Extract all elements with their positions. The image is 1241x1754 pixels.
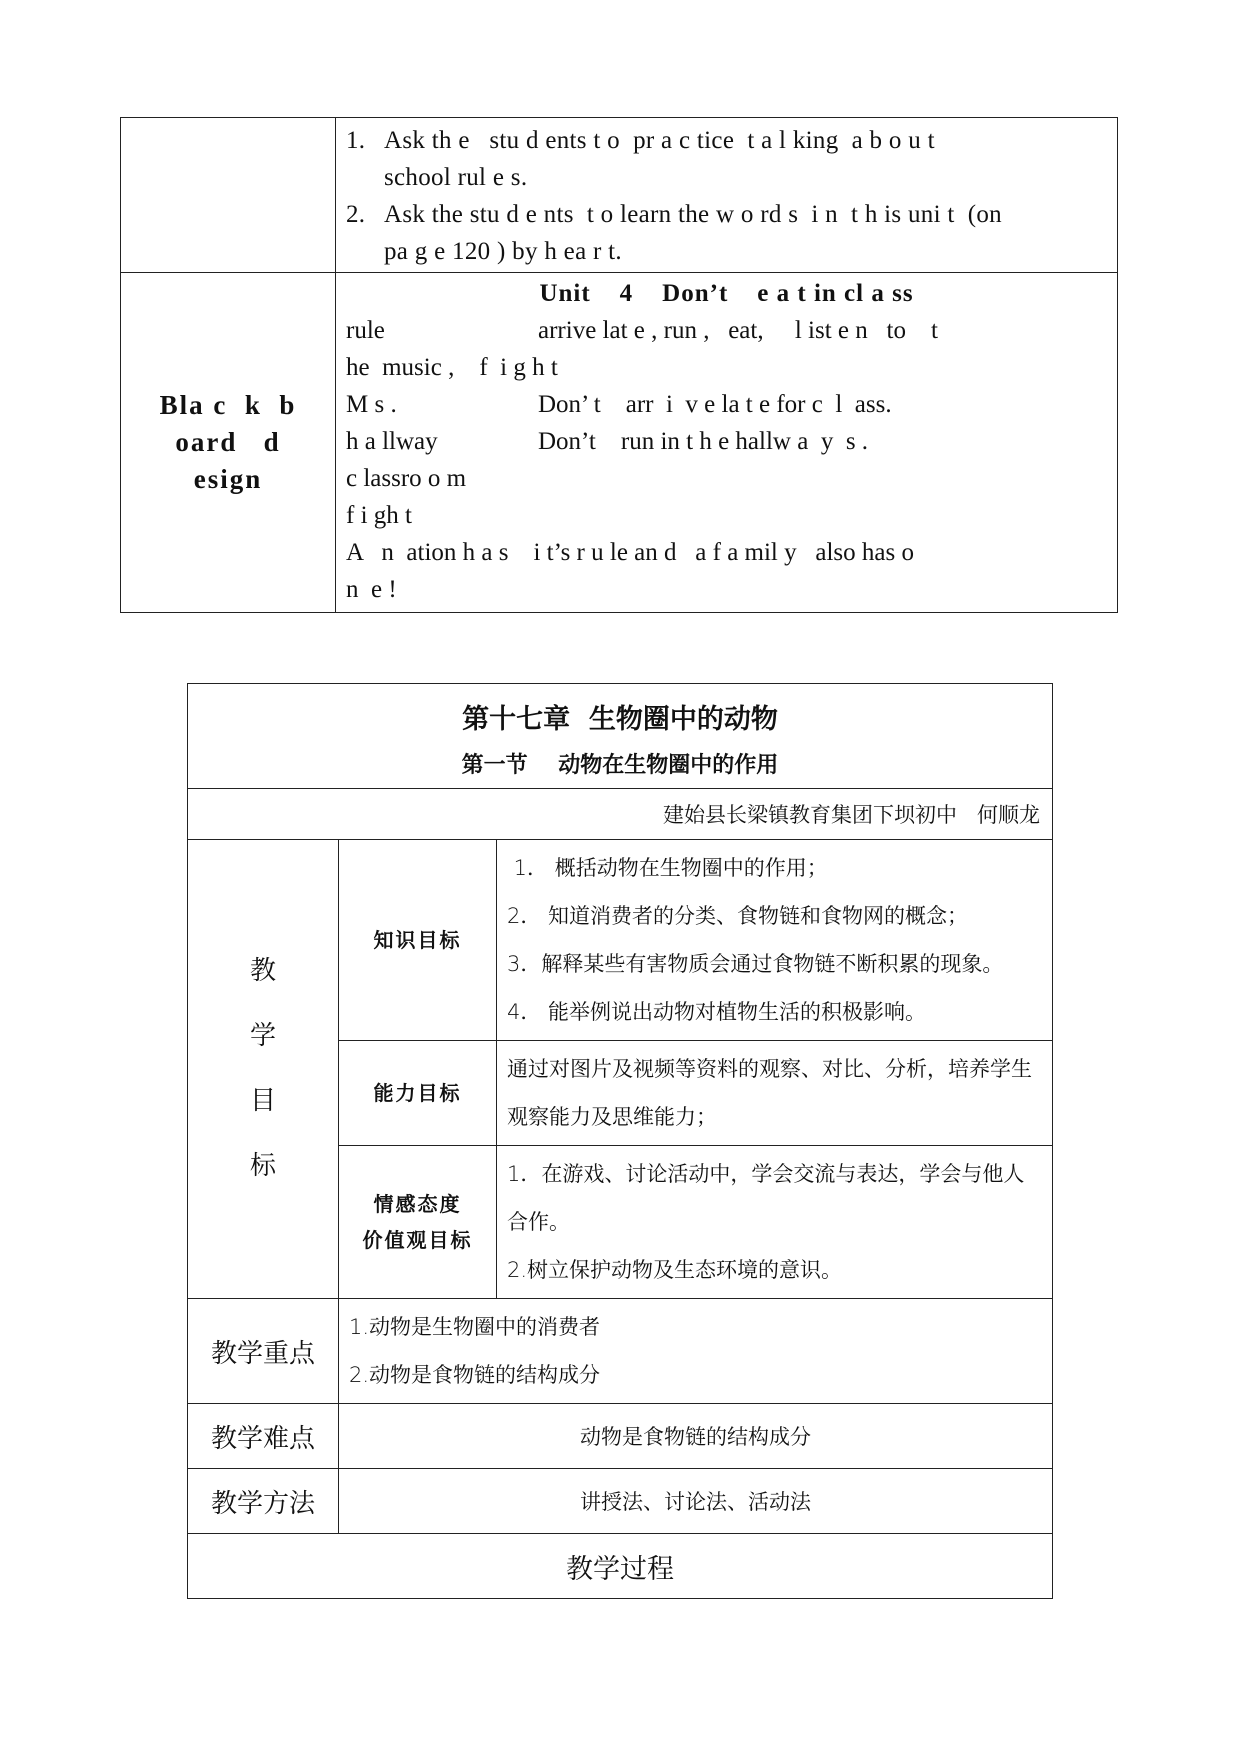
blackboard-line: c lassro o m [346, 465, 467, 492]
chapter-title: 第十七章 生物圈中的动物 [462, 704, 778, 735]
ability-goal-content: 通过对图片及视频等资料的观察、对比、分析，培养学生观察能力及思维能力； [497, 1041, 1053, 1146]
methods-label: 教学方法 [188, 1469, 339, 1534]
list-item: 2． 知道消费者的分类、食物链和食物网的概念； [507, 904, 969, 928]
homework-text: Ask th e stu d ents t o pr a c tice t a l king a b o u t [384, 127, 935, 154]
emotion-goal-content [497, 1146, 1053, 1299]
ability-goal-label: 能力目标 [339, 1041, 497, 1146]
title-cell [188, 684, 1053, 789]
key-points-label: 教学重点 [188, 1299, 339, 1404]
homework-text: Ask the stu d e nts t o learn the w o rd s i n t h is uni t (on [384, 201, 1002, 228]
blackboard-line: h a llway Don’t run in t h e hallw a y s . [346, 428, 869, 455]
blackboard-content [336, 273, 1118, 613]
list-item: 1．在游戏、讨论活动中，学会交流与表达，学会与他人合作。 [507, 1162, 1025, 1234]
blackboard-footer: n e ! [346, 576, 397, 603]
list-item: 1.动物是生物圈中的消费者 [349, 1315, 601, 1339]
blackboard-design-label: Bla c k b oard d esign [121, 273, 336, 613]
english-lesson-table [120, 117, 1118, 613]
blackboard-title: Unit 4 Don’t e a t in cl a ss [539, 280, 914, 307]
key-points-row [188, 1299, 1053, 1404]
list-item: 1． 概括动物在生物圈中的作用； [507, 856, 828, 880]
knowledge-goal-label: 知识目标 [339, 840, 497, 1041]
author-row [188, 789, 1053, 840]
key-points-content [339, 1299, 1053, 1404]
difficulty-row [188, 1404, 1053, 1469]
methods-row [188, 1469, 1053, 1534]
homework-cell [336, 118, 1118, 273]
emotion-goal-label: 情感态度 价值观目标 [339, 1146, 497, 1299]
difficulty-content: 动物是食物链的结构成分 [339, 1404, 1053, 1469]
homework-row [121, 118, 1118, 273]
homework-item: 2. Ask the stu d e nts t o learn the w o rd s i n t h is uni t (on pa g e 120 ) by h ea r t. [346, 201, 1002, 265]
biology-lesson-table [187, 683, 1053, 1599]
list-item: 2.动物是食物链的结构成分 [349, 1363, 601, 1387]
process-row [188, 1534, 1053, 1599]
teaching-goals-label: 教 学 目 标 [188, 840, 339, 1299]
blackboard-line: M s . Don’ t arr i v e la t e for c l ass. [346, 391, 892, 418]
blackboard-line: he music , f i g h t [346, 354, 558, 381]
title-row [188, 684, 1053, 789]
methods-content: 讲授法、讨论法、活动法 [339, 1469, 1053, 1534]
knowledge-goal-row [188, 840, 1053, 1041]
list-item: 3．解释某些有害物质会通过食物链不断积累的现象。 [507, 952, 1004, 976]
list-item: 4． 能举例说出动物对植物生活的积极影响。 [507, 1000, 927, 1024]
homework-text-cont: school rul e s. [384, 164, 528, 191]
teaching-process-heading: 教学过程 [188, 1534, 1053, 1599]
blackboard-footer: A n ation h a s i t’s r u le an d a f a mil y also has o [346, 539, 914, 566]
blackboard-row [121, 273, 1118, 613]
blackboard-line: f i gh t [346, 502, 412, 529]
homework-item: 1. Ask th e stu d ents t o pr a c tice t a l king a b o u t school rul e s. [346, 127, 935, 191]
homework-label-cell [121, 118, 336, 273]
section-title: 第一节 动物在生物圈中的作用 [461, 753, 779, 778]
difficulty-label: 教学难点 [188, 1404, 339, 1469]
homework-text-cont: pa g e 120 ) by h ea r t. [384, 238, 622, 265]
list-item: 2.树立保护动物及生态环境的意识。 [507, 1258, 843, 1282]
author-line: 建始县长梁镇教育集团下坝初中 何顺龙 [188, 789, 1053, 840]
knowledge-goal-content [497, 840, 1053, 1041]
blackboard-line: rule arrive lat e , run , eat, l ist e n to t [346, 317, 938, 344]
